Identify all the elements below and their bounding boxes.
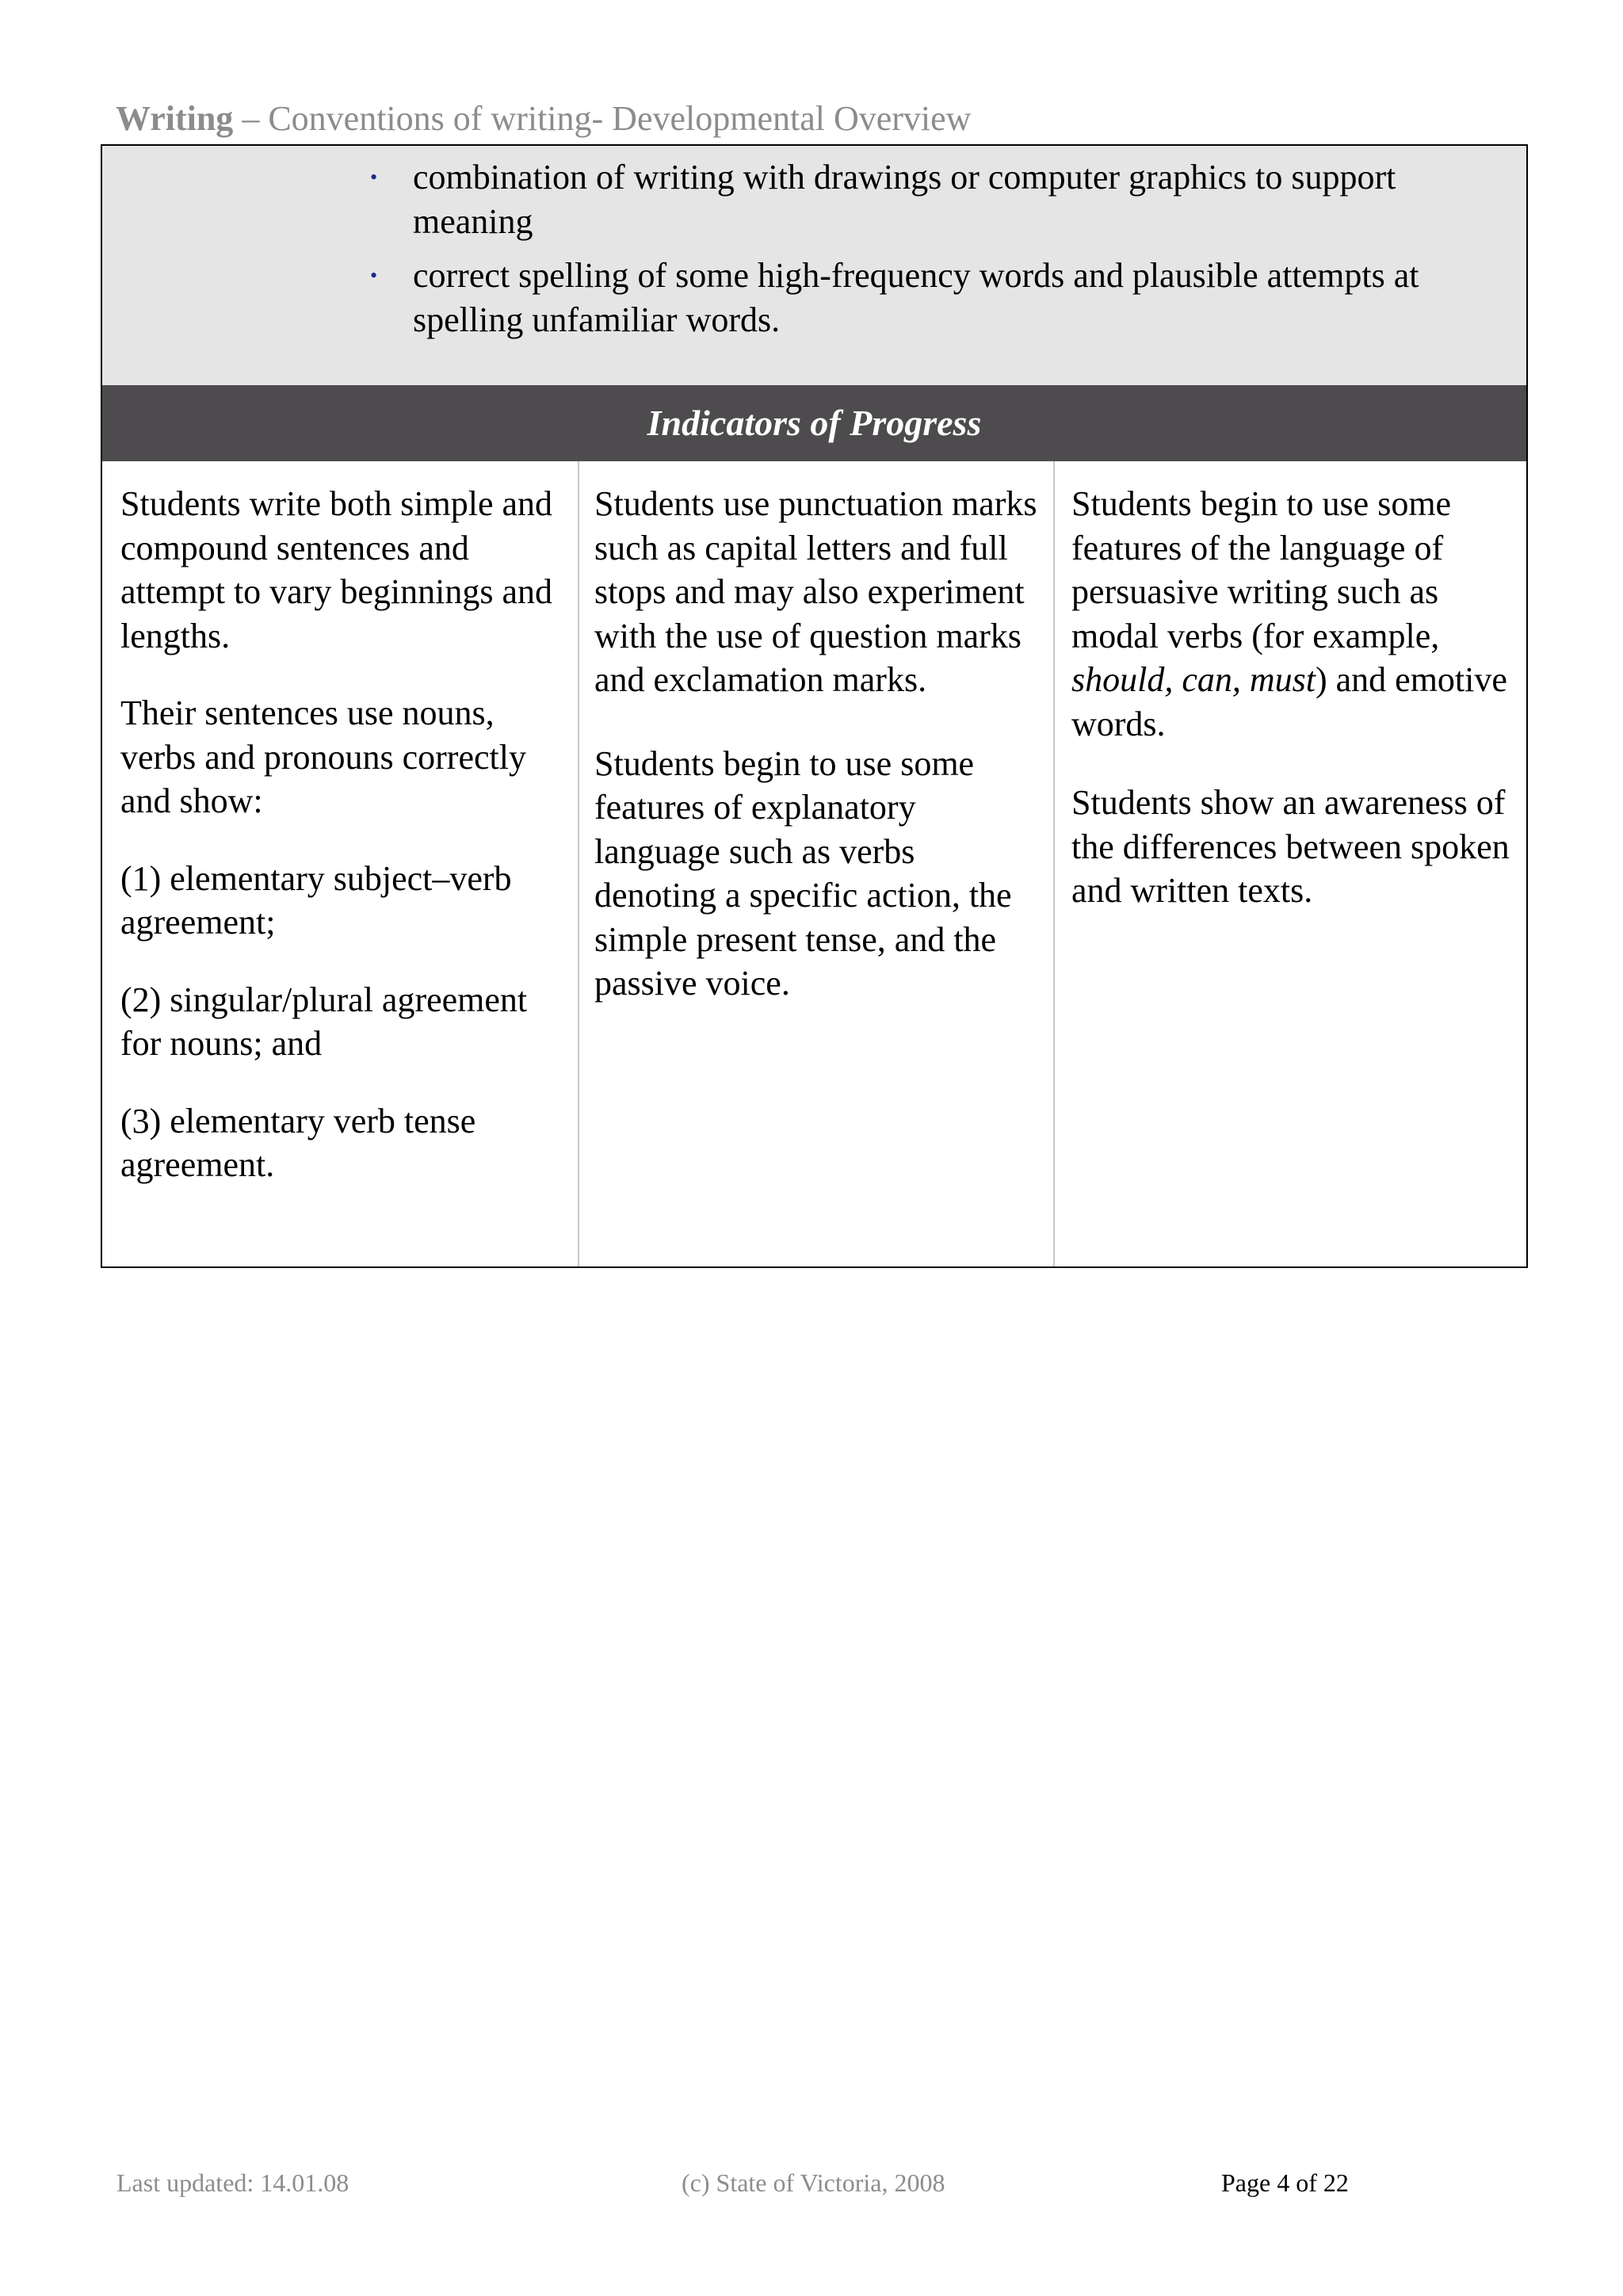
indicator-paragraph: Students use punctuation marks such as capital letters and full stops and may also experiment with the use of question marks and exclamation marks. (594, 484, 1037, 699)
indicator-paragraph: (3) elementary verb tense agreement. (120, 1101, 476, 1184)
header-topic: – Conventions of writing- Developmental Overview (233, 99, 972, 138)
indicator-paragraph (1071, 482, 1518, 746)
overview-table (101, 144, 1528, 1268)
bullet-icon: • (370, 264, 378, 287)
header-subject: Writing (116, 99, 234, 138)
modal-verbs-example: should, can, must (1071, 660, 1316, 699)
indicator-column-3 (1053, 461, 1526, 1266)
indicator-paragraph: Students begin to use some features of explanatory language such as verbs denoting a specific action, the simple present tense, and the passive voice. (594, 743, 1012, 1003)
bullet-icon: • (370, 166, 378, 189)
indicator-paragraph: Students write both simple and compound sentences and attempt to vary beginnings and lengths. (120, 484, 553, 655)
section-heading-band (102, 385, 1526, 461)
shaded-bullet-block (102, 146, 1526, 385)
footer-page-number: Page 4 of 22 (1221, 2168, 1349, 2197)
bullet-list (270, 155, 1491, 352)
indicator-paragraph: (2) singular/plural agreement for nouns; and (120, 980, 528, 1063)
paragraph-text: Students begin to use some features of the language of persuasive writing such as modal verbs (for example, (1071, 484, 1452, 655)
indicator-column-1 (102, 461, 578, 1266)
footer-copyright: (c) State of Victoria, 2008 (682, 2168, 945, 2197)
indicator-columns (102, 461, 1526, 1266)
list-item (270, 155, 1491, 244)
list-item (270, 254, 1491, 342)
indicator-column-2 (578, 461, 1053, 1266)
bullet-text: correct spelling of some high-frequency words and plausible attempts at spelling unfamiliar words. (413, 256, 1419, 339)
indicator-paragraph: (1) elementary subject–verb agreement; (120, 858, 512, 942)
indicator-paragraph: Their sentences use nouns, verbs and pronouns correctly and show: (120, 693, 526, 820)
bullet-text: combination of writing with drawings or computer graphics to support meaning (413, 158, 1396, 241)
indicator-paragraph: Students show an awareness of the differences between spoken and written texts. (1071, 783, 1510, 910)
paragraph-text: ) and emotive words. (1071, 660, 1507, 743)
section-heading: Indicators of Progress (647, 403, 982, 443)
footer-last-updated: Last updated: 14.01.08 (116, 2168, 349, 2197)
page-header (116, 98, 971, 139)
